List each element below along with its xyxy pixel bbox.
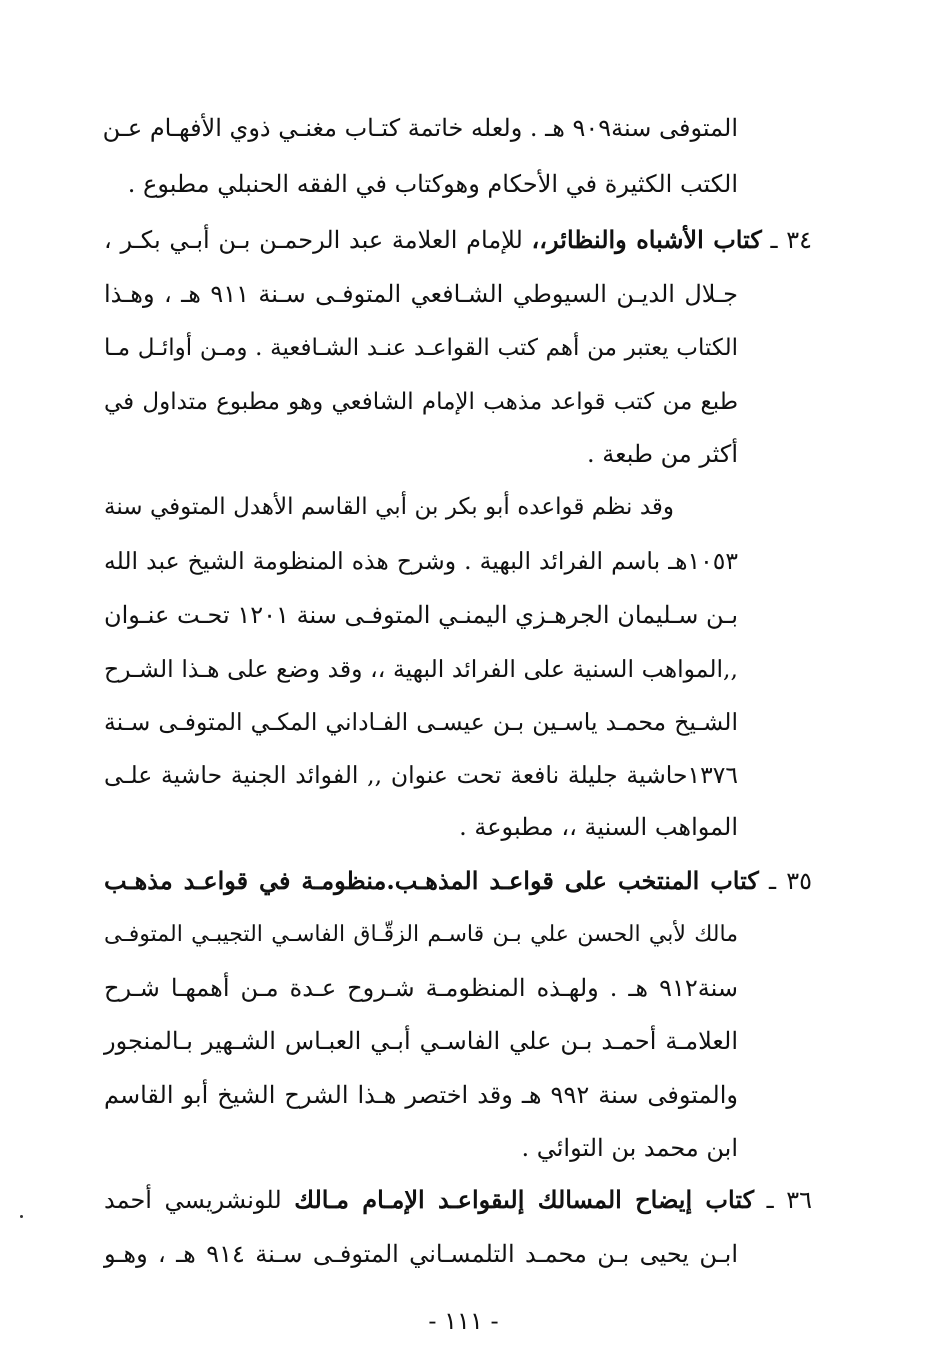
text-line: العلامـة أحمـد بـن علي الفاسـي أبـي العبـاس الشـهير بـالمنجور xyxy=(104,1027,738,1055)
text-line: بـن سـليمان الجرهـزي اليمنـي المتوفـى سنة ١٢٠١ تحـت عنـوان xyxy=(104,601,739,629)
entry-number: ٣٥ ـ xyxy=(768,867,812,895)
text-line: أكثر من طبعة . xyxy=(586,440,738,468)
text-line: سنة٩١٢ هـ . ولهـذه المنظومـة شـروح عـدة مـن أهمهـا شـرح xyxy=(104,974,738,1002)
page-number: - ١١١ - xyxy=(428,1307,499,1335)
text-line: جـلال الديـن السيوطي الشـافعي المتوفـى سـنة ٩١١ هـ ، وهـذا xyxy=(104,280,738,308)
text-line: ابن محمد بن التوائي . xyxy=(521,1134,738,1162)
entry-34-heading-line xyxy=(104,223,812,257)
text-line: مالك لأبي الحسن علي بـن قاسـم الزقّـاق الفاسـي التجيبـي المتوفـى xyxy=(104,922,738,947)
entry-35-heading-line xyxy=(104,864,812,898)
book-title: كتاب إيضاح المسالك إلىقواعـد الإمـام مـالك xyxy=(294,1185,754,1214)
text-line: المواهب السنية ،، مطبوعة . xyxy=(459,813,738,841)
entry-36-heading-line xyxy=(104,1183,812,1217)
text-line: ,,المواهب السنية على الفرائد البهية ،، وقد وضع على هـذا الشـرح xyxy=(104,655,738,683)
entry-number: ٣٦ ـ xyxy=(766,1186,812,1214)
book-title: كتاب المنتخب على قواعـد المذهـب.منظومـة في قواعـد مذهـب xyxy=(104,866,759,895)
entry-number: ٣٤ ـ xyxy=(770,226,813,254)
text-line: ١٣٧٦حاشية جليلة نافعة تحت عنوان ,, الفوائد الجنية حاشية علـى xyxy=(104,761,738,789)
text-span: للإمام العلامة عبد الرحمـن بـن أبـي بكـر ، xyxy=(104,226,523,254)
text-line: الشـيخ محمـد ياسـين بـن عيسـى الفـاداني المكـي المتوفـى سـنة xyxy=(104,708,738,736)
text-line: والمتوفى سنة ٩٩٢ هـ وقد اختصر هـذا الشرح الشيخ أبو القاسم xyxy=(104,1081,738,1109)
text-line: الكتاب يعتبر من أهم كتب القواعـد عنـد الشـافعية . ومـن أوائـل مـا xyxy=(104,335,738,361)
text-line: ابـن يحيى بـن محمـد التلمسـاني المتوفـى سـنة ٩١٤ هـ ، وهـو xyxy=(104,1240,738,1268)
text-line: المتوفى سنة٩٠٩ هـ . ولعله خاتمة كتـاب مغنـي ذوي الأفهـام عـن xyxy=(102,114,738,142)
scan-speck xyxy=(20,1215,23,1218)
text-line: الكتب الكثيرة في الأحكام وهوكتاب في الفقه الحنبلي مطبوع . xyxy=(127,170,738,198)
book-title: كتاب الأشباه والنظائر،، xyxy=(531,225,762,254)
text-span: للونشريسي أحمد xyxy=(104,1186,282,1214)
text-line: وقد نظم قواعده أبو بكر بن أبي القاسم الأهدل المتوفي سنة xyxy=(104,494,674,520)
text-line: ١٠٥٣هـ باسم الفرائد البهية . وشرح هذه المنظومة الشيخ عبد الله xyxy=(104,547,738,575)
text-line: طبع من كتب قواعد مذهب الإمام الشافعي وهو مطبوع متداول في xyxy=(104,389,738,415)
